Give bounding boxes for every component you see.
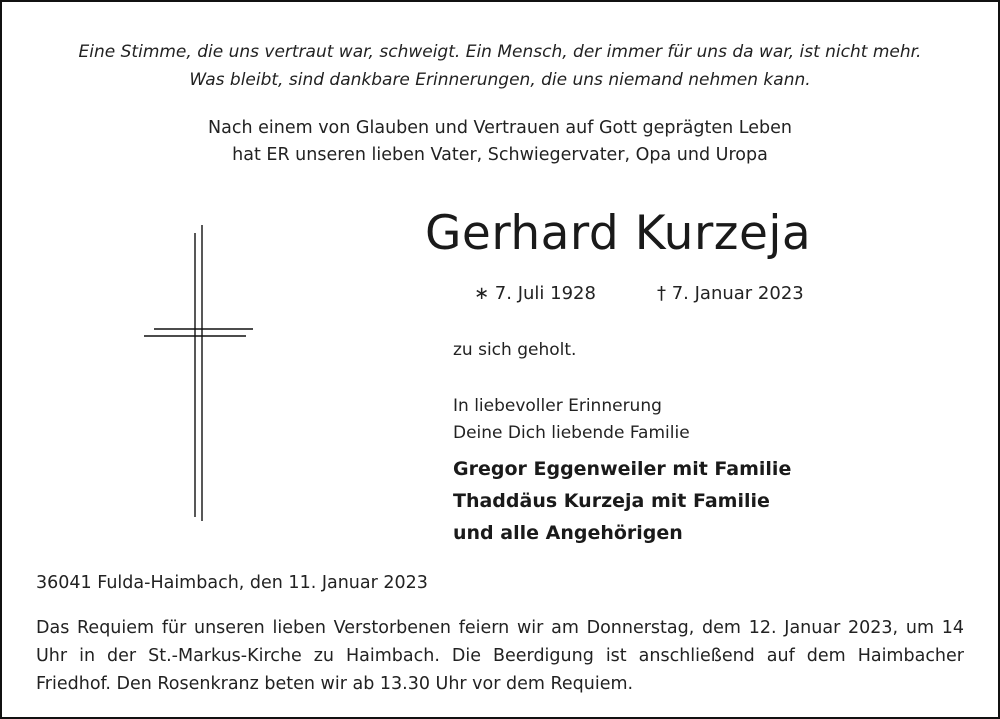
family-member: Thaddäus Kurzeja mit Familie [453,490,770,512]
family-member: Gregor Eggenweiler mit Familie [453,458,792,480]
family-member: und alle Angehörigen [453,522,683,544]
intro-text [0,115,1000,169]
birth-date: ∗ 7. Juli 1928 [474,283,596,304]
requiem-text: Das Requiem für unseren lieben Verstorbenen feiern wir am Donnerstag, dem 12. Januar 2023, um 14 Uhr in der St.-Markus-Kirche zu Haimbach. Die Beerdigung ist anschließend auf dem Haimbacher Friedhof. Den Rosenkranz beten wir ab 13.30 Uhr vor dem Requiem. [36,618,964,694]
deceased-name: Gerhard Kurzeja [425,206,812,261]
place-date: 36041 Fulda-Haimbach, den 11. Januar 2023 [36,573,428,593]
intro-line-2: hat ER unseren lieben Vater, Schwiegervater, Opa und Uropa [232,145,768,165]
family-list [453,453,791,549]
cross-icon [140,225,260,525]
intro-line-1: Nach einem von Glauben und Vertrauen auf Gott geprägten Leben [208,118,792,138]
quote-line-1: Eine Stimme, die uns vertraut war, schweigt. Ein Mensch, der immer für uns da war, ist nicht mehr. [78,42,922,62]
memory-line-2: Deine Dich liebende Familie [453,423,690,443]
collected-text: zu sich geholt. [453,340,577,360]
memory-line-1: In liebevoller Erinnerung [453,396,662,416]
quote-line-2: Was bleibt, sind dankbare Erinnerungen, die uns niemand nehmen kann. [189,70,811,90]
death-date: † 7. Januar 2023 [657,283,804,304]
memory-text [453,393,690,447]
opening-quote [0,38,1000,94]
